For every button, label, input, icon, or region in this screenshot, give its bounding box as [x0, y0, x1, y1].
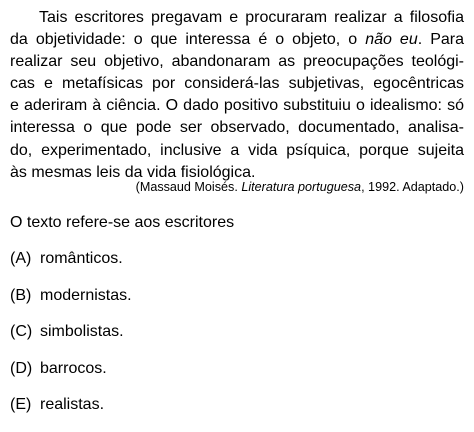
- option-text: simbolistas.: [40, 323, 124, 340]
- answer-options: [10, 249, 132, 432]
- option-text: modernistas.: [40, 286, 132, 304]
- option-letter: (C): [10, 323, 33, 340]
- source-citation: (Massaud Moisés. Literatura portuguesa, 1992. Adaptado.): [135, 180, 464, 194]
- answer-option-b[interactable]: [10, 286, 132, 323]
- passage-line: do, experimentado, inclusive a vida psíquica, porque sujeita: [10, 141, 464, 159]
- answer-option-e[interactable]: [10, 395, 132, 432]
- answer-option-a[interactable]: [10, 249, 132, 286]
- citation-book-title: Literatura portuguesa: [241, 180, 362, 194]
- passage-line: e aderiram à ciência. O dado positivo substituiu o idealismo: só: [10, 97, 464, 115]
- option-text: românticos.: [40, 250, 123, 267]
- option-text: barrocos.: [40, 359, 107, 377]
- emphasis-nao-eu: não eu: [365, 31, 418, 49]
- passage-line: Tais escritores pregavam e procuraram realizar a filosofia: [39, 9, 464, 26]
- passage-line: realizar seu objetivo, abandonaram as preocupações teológi-: [10, 53, 464, 71]
- option-letter: (D): [10, 359, 33, 377]
- option-letter: (E): [10, 396, 32, 413]
- passage-line: às mesmas leis da vida fisiológica.: [10, 163, 256, 181]
- answer-option-d[interactable]: [10, 359, 132, 396]
- passage-line: interessa o que pode ser observado, documentado, analisa-: [10, 119, 464, 137]
- passage-text: [10, 7, 464, 184]
- option-letter: (B): [10, 286, 32, 304]
- passage-line: cas e metafísicas por considerá-las subjetivas, egocêntricas: [10, 75, 464, 93]
- option-letter: (A): [10, 250, 32, 267]
- option-text: realistas.: [40, 396, 105, 413]
- passage-line: da objetividade: o que interessa é o objeto, o não eu. Para: [10, 31, 465, 49]
- question-stem: O texto refere-se aos escritores: [10, 214, 235, 231]
- answer-option-c[interactable]: [10, 322, 132, 359]
